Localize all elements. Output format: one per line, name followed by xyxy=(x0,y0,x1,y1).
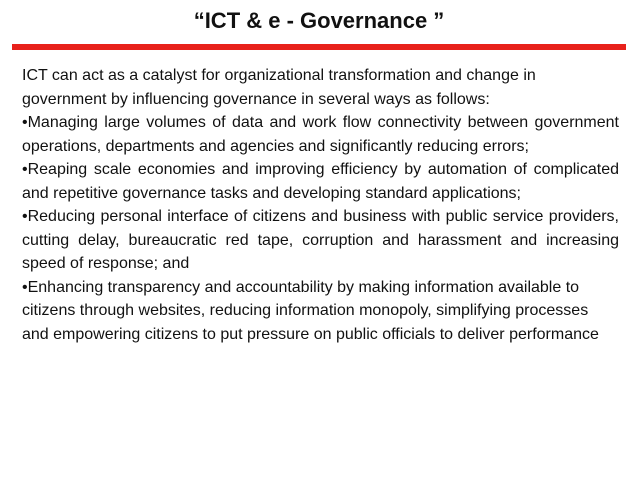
bullet-item-transparency: •Enhancing transparency and accountability by making information available to citizens through websites, reducing information monopoly, simplifying processes and empowering citizens to put pressure on public officials to deliver performance xyxy=(22,278,599,343)
intro-paragraph: ICT can act as a catalyst for organizational transformation and change in government by influencing governance in several ways as follows: xyxy=(22,67,536,108)
bullet-item-data-management: •Managing large volumes of data and work flow connectivity between government operations, departments and agencies and significantly reducing errors; xyxy=(22,114,619,155)
slide-title: “ICT & e - Governance ” xyxy=(193,8,445,33)
slide-body xyxy=(22,64,619,346)
bullet-item-scale-economies: •Reaping scale economies and improving efficiency by automation of complicated and repetitive governance tasks and developing standard applications; xyxy=(22,161,619,202)
title-divider xyxy=(12,44,626,50)
bullet-item-reducing-interface: •Reducing personal interface of citizens and business with public service providers, cutting delay, bureaucratic red tape, corruption and harassment and increasing speed of response; and xyxy=(22,208,619,272)
